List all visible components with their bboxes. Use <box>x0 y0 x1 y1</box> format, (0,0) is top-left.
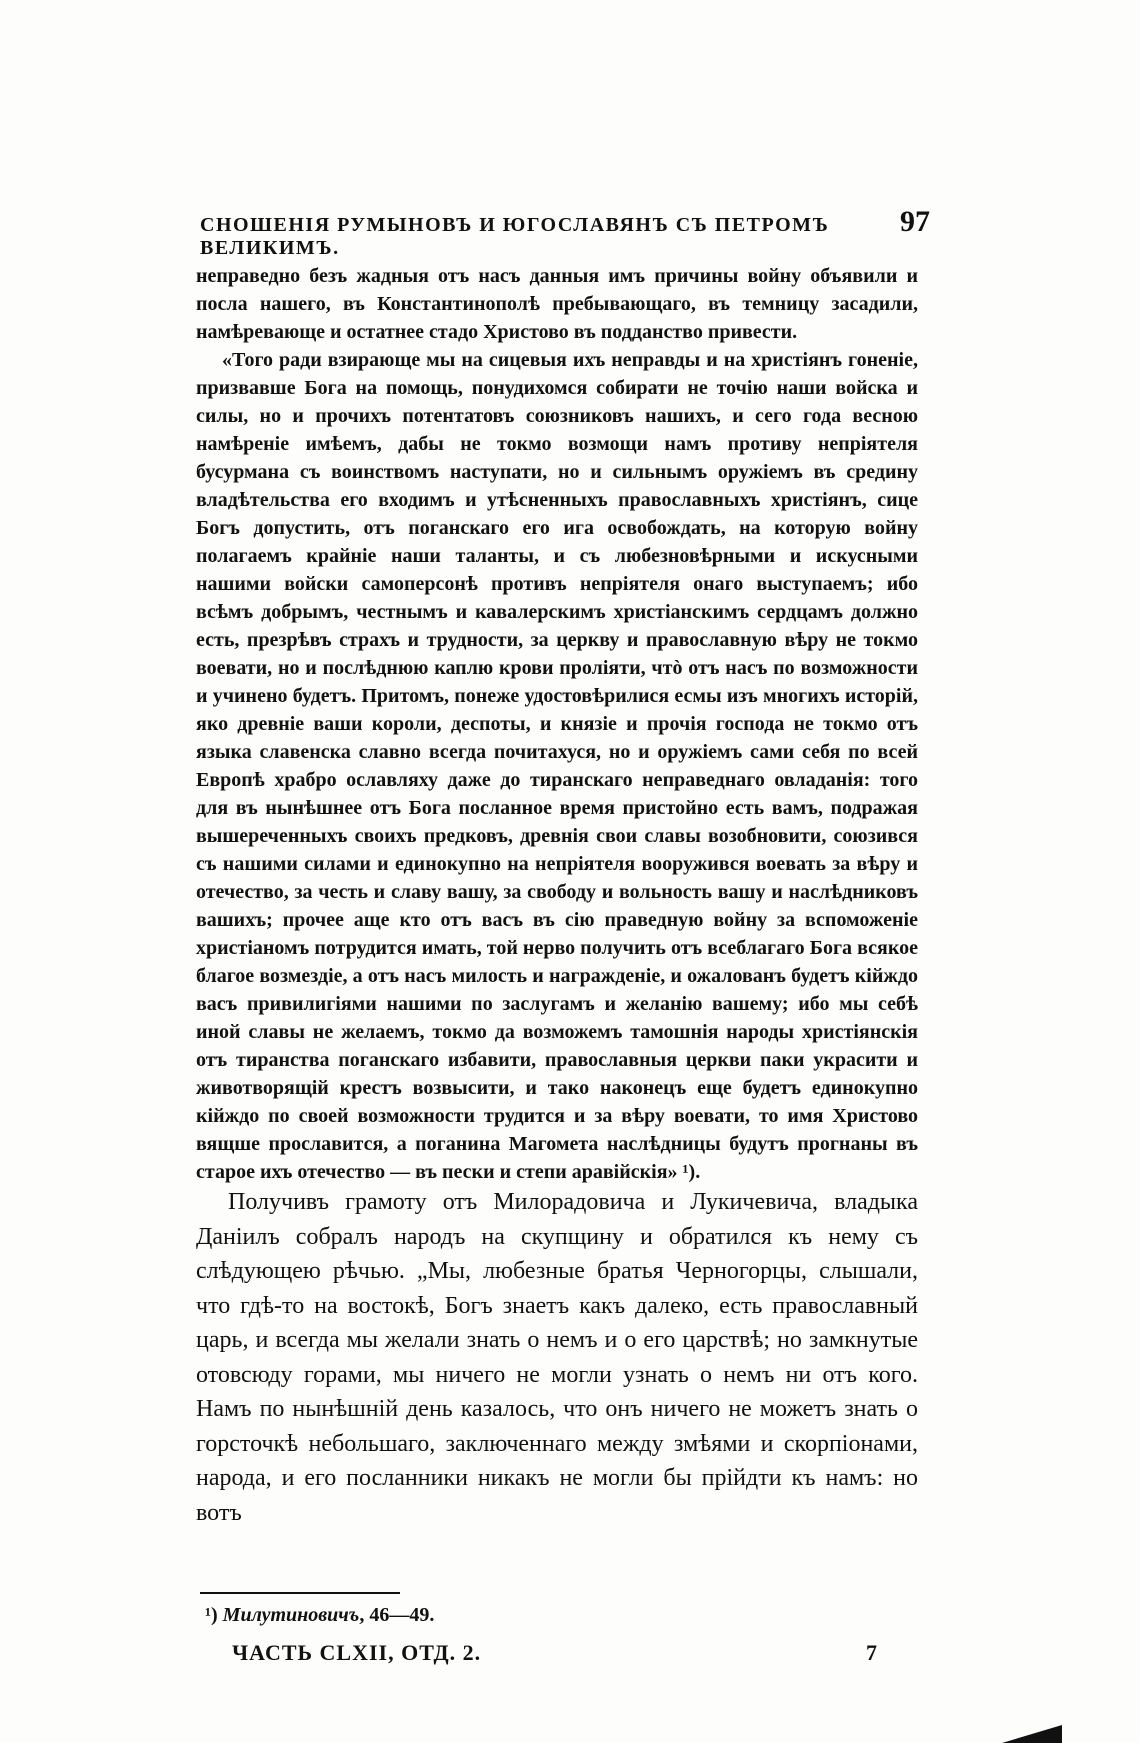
quote-paragraph: «Того ради взирающе мы на сицевыя ихъ неправды и на христіянъ гоненіе, призвавше Бога на помощь, понудихомся собирати не точію наши войска и силы, но и прочихъ потентатовъ союзниковъ нашихъ, и сего года весною намѣреніе имѣемъ, дабы не токмо возмощи намъ противу непріятеля бусурмана съ воинствомъ наступати, но и сильнымъ оружіемъ въ средину владѣтельства его входимъ и утѣсненныхъ православныхъ христіянъ, сице Богъ допустить, отъ поганскаго его ига освобождать, на которую войну полагаемъ крайніе наши таланты, и съ любезновѣрными и искусными нашими войски самоперсонѣ противъ непріятеля онаго выступаемъ; ибо всѣмъ добрымъ, честнымъ и кавалерскимъ христіанскимъ сердцамъ должно есть, презрѣвъ страхъ и трудности, за церкву и православную вѣру не токмо воевати, но и послѣднюю каплю крови проліяти, чтò отъ насъ по возможности и учинено будетъ. Притомъ, понеже удостовѣрилися есмы изъ многихъ исторій, яко древніе ваши короли, деспоты, и князіе и прочія господа не токмо отъ языка славенска славно всегда почитахуся, но и оружіемъ сами себя по всей Европѣ храбро ославляху даже до тиранскаго неправеднаго овладанія: того для въ нынѣшнее отъ Бога посланное время пристойно есть вамъ, подражая вышереченныхъ своихъ предковъ, древнія свои славы возобновити, союзився съ нашими силами и единокупно на непріятеля вооружився воевать за вѣру и отечество, за честь и славу вашу, за свободу и вольность вашу и наслѣдниковъ вашихъ; прочее аще кто отъ васъ въ сію праведную войну за вспоможеніе христіаномъ потрудится имать, той нерво получить отъ всеблагаго Бога всякое благое возмездіе, а отъ насъ милость и награжденіе, и ожалованъ будетъ кійждо васъ привилигіями нашими по заслугамъ и желанію вашему; ибо мы себѣ иной славы не желаемъ, токмо да возможемъ тамошнія народы христіянскія отъ тиранства поганскаго избавити, православныя церкви паки украсити и животворящій крестъ возвысити, и тако наконецъ еще будетъ единокупно кійждо по своей возможности трудится и за вѣру воевати, то имя Христово вящше прославится, а поганина Магомета наслѣдницы будутъ прогнаны въ старое ихъ отечество — въ пески и степи аравійскія» ¹). <box>196 349 918 1183</box>
footnote-divider <box>200 1592 400 1594</box>
page-number: 97 <box>900 205 930 238</box>
running-head: СНОШЕНІЯ РУМЫНОВЪ И ЮГОСЛАВЯНЪ СЪ ПЕТРОМЪ ВЕЛИКИМЪ. <box>200 214 830 259</box>
quoted-charter <box>196 262 918 1186</box>
body-paragraph: Получивъ грамоту отъ Милорадовича и Лукичевича, владыка Даніилъ собралъ народъ на скупщину и обратился къ нему съ слѣдующею рѣчью. „Мы, любезные братья Черногорцы, слышали, что гдѣ-то на востокѣ, Богъ знаетъ какъ далеко, есть православный царь, и всегда мы желали знать о немъ и о его царствѣ; но замкнутые отовсюду горами, мы ничего не могли узнать о немъ ни отъ кого. Намъ по нынѣшній день казалось, что онъ ничего не можетъ знать о горсточкѣ небольшаго, заключеннаго между змѣями и скорпіонами, народа, и его посланники никакъ не могли бы прійдти къ намъ: но вотъ <box>196 1189 918 1526</box>
page-footer <box>232 1640 878 1666</box>
footnote-author: Милутиновичъ <box>222 1604 360 1626</box>
quote-paragraph: неправедно безъ жадныя отъ насъ данныя имъ причины войну объявили и посла нашего, въ Константинополѣ пребывающаго, въ темницу засадили, намѣревающе и остатнее стадо Христово въ подданство привести. <box>196 265 918 343</box>
footnote-marker: ¹) <box>205 1604 218 1626</box>
footnote <box>205 1604 434 1627</box>
sheet-number: 7 <box>866 1640 878 1665</box>
printer-signature: ЧАСТЬ CLXII, ОТД. 2. <box>232 1640 482 1665</box>
scan-corner-mark <box>1002 1725 1062 1743</box>
footnote-pages: , 46—49. <box>359 1604 435 1626</box>
page-header <box>200 205 930 260</box>
main-text <box>196 1185 918 1530</box>
